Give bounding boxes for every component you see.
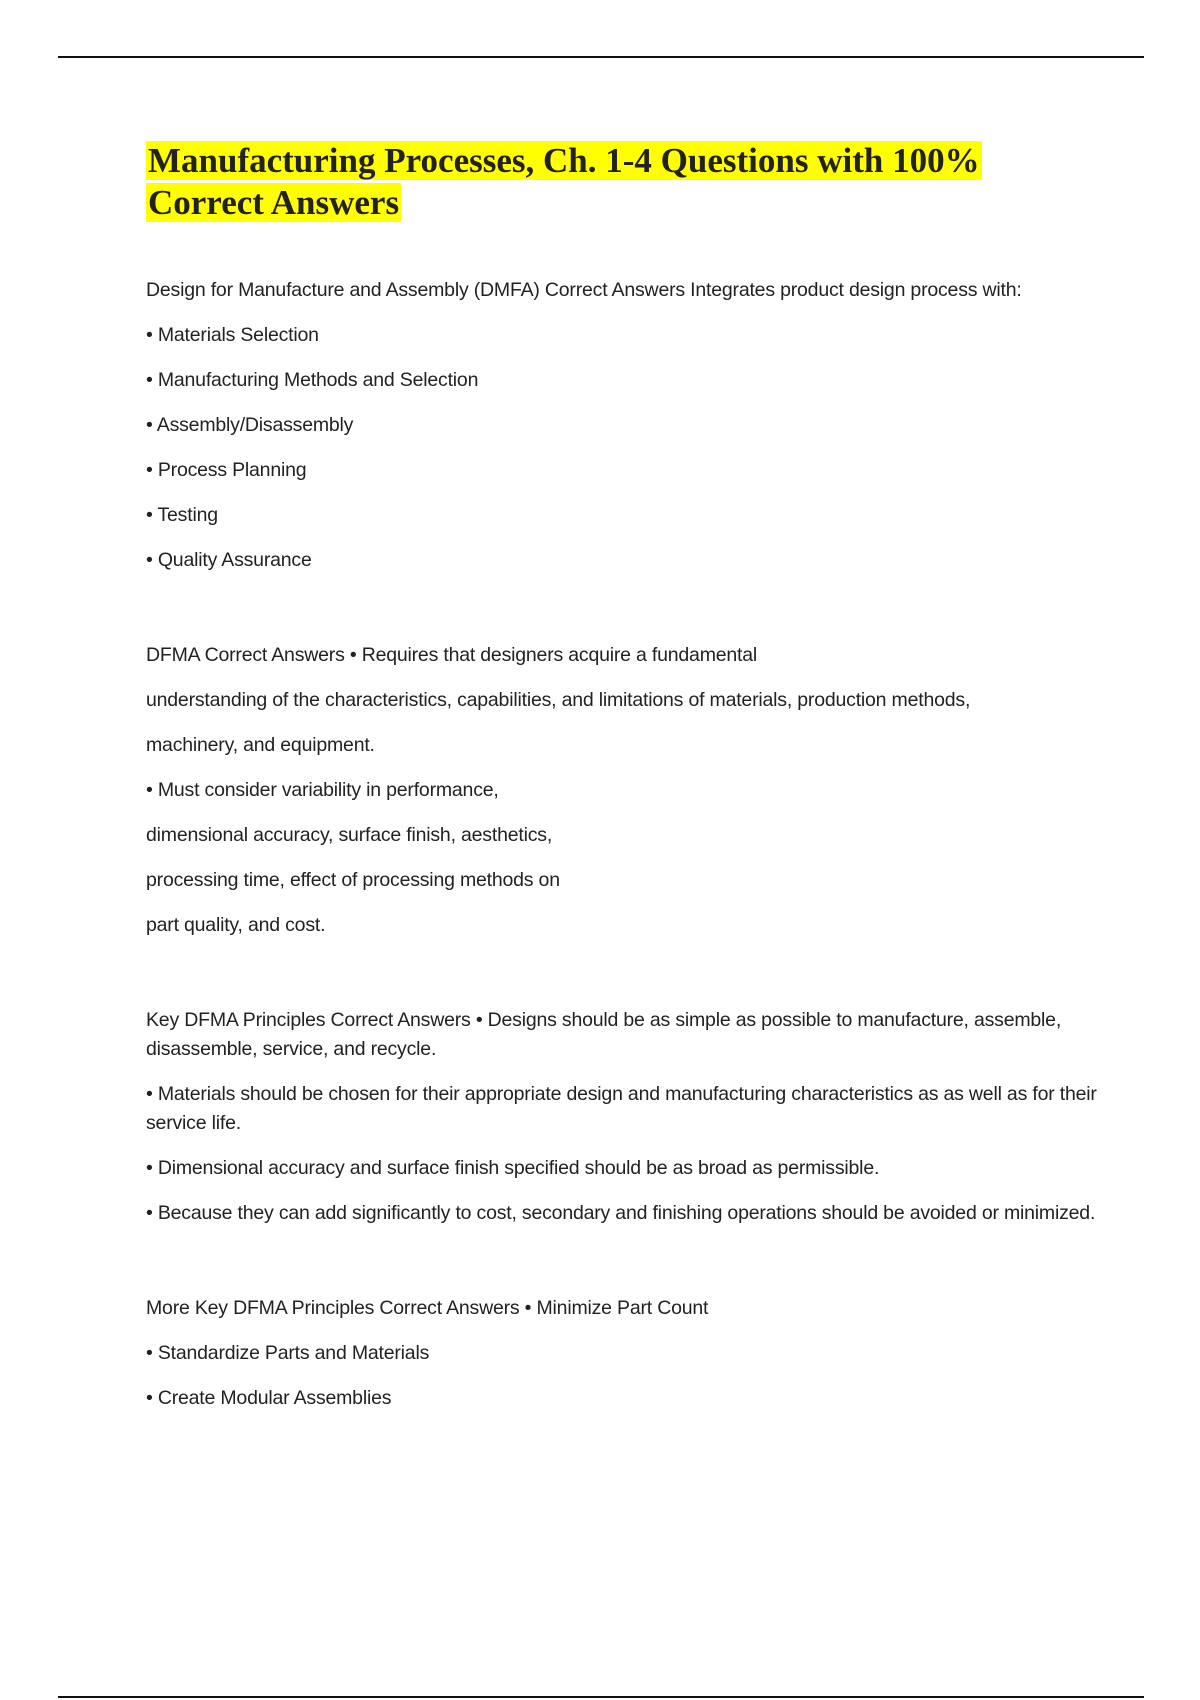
bullet-item: • Materials should be chosen for their appropriate design and manufacturing characteristics as as well as for their service life. (146, 1083, 1097, 1134)
section-line: dimensional accuracy, surface finish, aesthetics, (146, 824, 553, 846)
bottom-rule (58, 1696, 1144, 1698)
bullet-item: • Assembly/Disassembly (146, 414, 354, 436)
bullet-item: • Because they can add significantly to cost, secondary and finishing operations should be avoided or minimized. (146, 1202, 1096, 1224)
bullet-item: • Manufacturing Methods and Selection (146, 369, 479, 391)
bullet-item: • Quality Assurance (146, 549, 312, 571)
section-key-dfma-principles (146, 1006, 1106, 1228)
document-body (146, 140, 1106, 1413)
bullet-item: • Materials Selection (146, 324, 319, 346)
bullet-item: • Testing (146, 504, 218, 526)
top-rule (58, 56, 1144, 58)
bullet-item: • Process Planning (146, 459, 307, 481)
section-line: DFMA Correct Answers • Requires that designers acquire a fundamental (146, 644, 758, 666)
section-line: understanding of the characteristics, capabilities, and limitations of materials, production methods, (146, 689, 971, 711)
document-title-highlight: Manufacturing Processes, Ch. 1-4 Questions with 100% Correct Answers (148, 141, 980, 222)
section-more-key-dfma-principles (146, 1294, 1106, 1413)
section-line: processing time, effect of processing methods on (146, 869, 560, 891)
bullet-item: • Standardize Parts and Materials (146, 1342, 430, 1364)
section-line: machinery, and equipment. (146, 734, 375, 756)
section-line: Design for Manufacture and Assembly (DMFA) Correct Answers Integrates product design process with: (146, 279, 1022, 301)
bullet-item: • Must consider variability in performance, (146, 779, 499, 801)
section-line: part quality, and cost. (146, 914, 326, 936)
section-dfma-definition (146, 276, 1106, 575)
bullet-item: • Create Modular Assemblies (146, 1387, 392, 1409)
section-line: More Key DFMA Principles Correct Answers • Minimize Part Count (146, 1297, 709, 1319)
section-dfma-requirements (146, 641, 1106, 940)
section-line: Key DFMA Principles Correct Answers • Designs should be as simple as possible to manufacture, assemble, disassemble, service, and recycle. (146, 1009, 1062, 1060)
bullet-item: • Dimensional accuracy and surface finish specified should be as broad as permissible. (146, 1157, 880, 1179)
document-title (146, 140, 1046, 224)
